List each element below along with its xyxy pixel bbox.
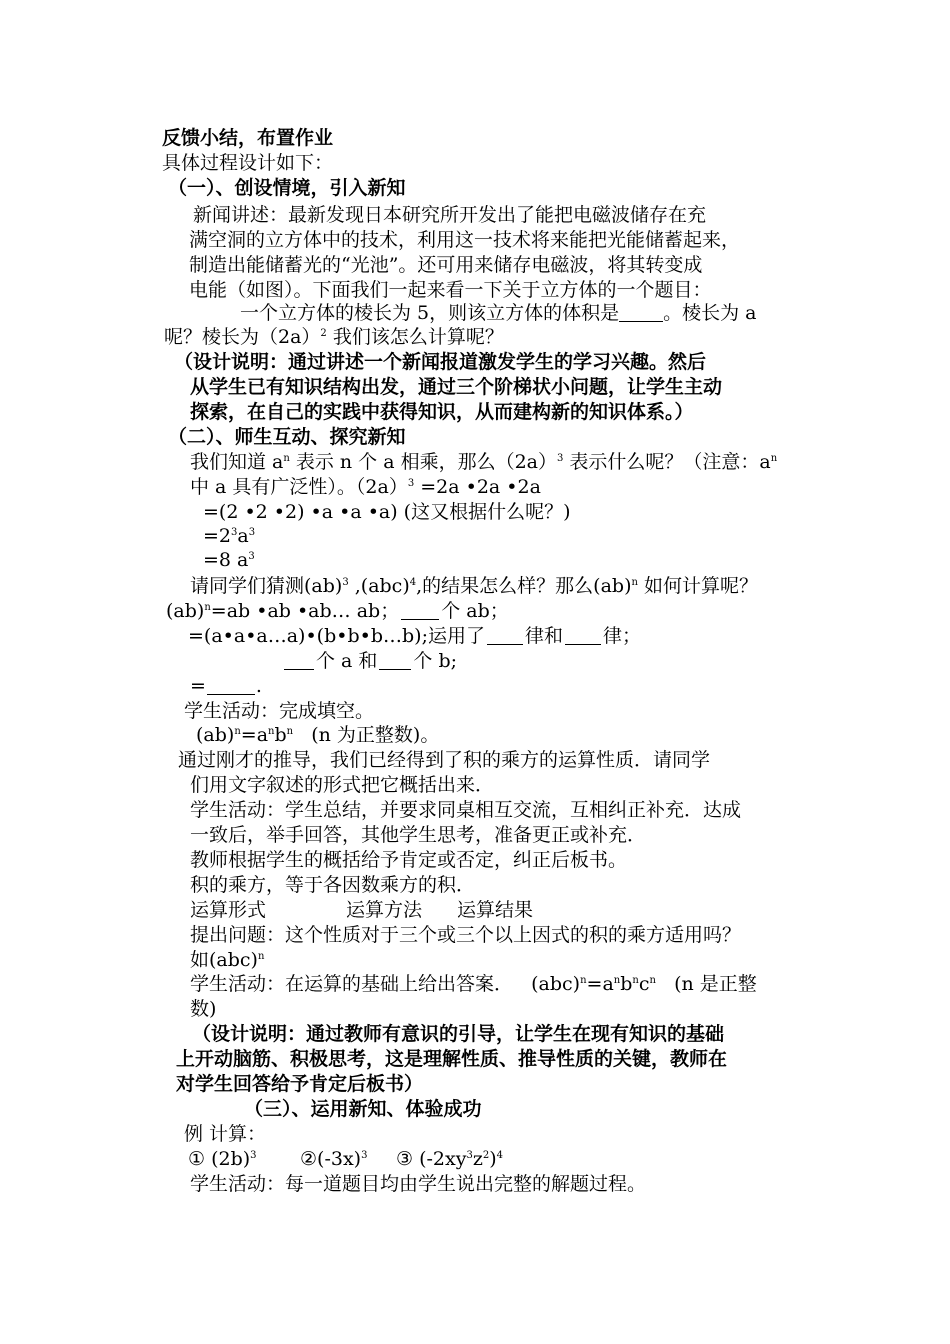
text-segment: ③ (-2xy xyxy=(396,1148,467,1170)
formula-line xyxy=(196,723,439,747)
question-line: 提出问题：这个性质对于三个或三个以上因式的积的乘方适用吗？ xyxy=(190,924,742,946)
text-segment: (n 为正整数)。 xyxy=(293,724,440,746)
superscript: 4 xyxy=(409,577,417,588)
text-segment: z xyxy=(472,1148,483,1170)
superscript: 3 xyxy=(250,1150,257,1161)
superscript: n xyxy=(649,975,656,986)
design-note: 从学生已有知识结构出发，通过三个阶梯状小问题，让学生主动 xyxy=(190,376,723,398)
superscript: 3 xyxy=(231,527,238,538)
text-segment: =2 xyxy=(203,525,232,547)
rule-line: 积的乘方，等于各因数乘方的积． xyxy=(190,874,476,896)
text-segment: b xyxy=(620,973,633,995)
news-line: 新闻讲述：最新发现日本研究所开发出了能把电磁波储存在充 xyxy=(193,204,707,226)
math-line xyxy=(203,548,255,572)
text-line xyxy=(190,574,758,598)
section1-heading: （一）、创设情境，引入新知 xyxy=(168,177,406,199)
table-header: 运算结果 xyxy=(457,899,534,921)
superscript: n xyxy=(268,726,275,737)
student-activity: 学生活动：每一道题目均由学生说出完整的解题过程。 xyxy=(190,1173,647,1195)
superscript: 3 xyxy=(248,527,256,538)
math-line xyxy=(166,599,509,623)
fill-blank[interactable] xyxy=(284,651,314,670)
text-segment: (ab) xyxy=(166,600,205,622)
superscript: 3 xyxy=(248,551,255,562)
superscript: 3 xyxy=(361,1150,368,1161)
cube-question xyxy=(240,301,757,325)
text-segment: 学生活动：在运算的基础上给出答案． (abc) xyxy=(190,973,581,995)
table-header: 运算形式 xyxy=(190,899,267,921)
student-activity: 学生活动：学生总结，并要求同桌相互交流，互相纠正补充．达成 xyxy=(190,799,742,821)
design-note: 对学生回答给予肯定后板书） xyxy=(176,1073,424,1095)
text-segment: a xyxy=(237,525,249,547)
table-header: 运算方法 xyxy=(346,899,423,921)
superscript: n xyxy=(257,951,265,962)
math-line xyxy=(284,649,457,673)
teacher-line: 教师根据学生的概括给予肯定或否定，纠正后板书。 xyxy=(190,849,628,871)
text-segment: =ab •ab •ab… ab； xyxy=(210,600,400,622)
text-segment: ① (2b) xyxy=(188,1148,251,1170)
design-note: （设计说明：通过讲述一个新闻报道激发学生的学习兴趣。然后 xyxy=(174,351,707,373)
text-segment: ,的结果怎么样？那么(ab) xyxy=(416,575,632,597)
section3-heading: （三）、运用新知、体验成功 xyxy=(244,1098,482,1120)
text-segment: 我们该怎么计算呢？ xyxy=(326,326,504,348)
example-line xyxy=(190,948,264,972)
text-segment: 个 ab； xyxy=(441,600,509,622)
math-line: =(2 •2 •2) •a •a •a) (这又根据什么呢？) xyxy=(203,501,571,523)
design-note: 探索，在自己的实践中获得知识，从而建构新的知识体系。） xyxy=(190,401,694,423)
text-segment: =a xyxy=(240,724,269,746)
exercise-2 xyxy=(300,1147,367,1171)
superscript: n xyxy=(283,453,290,464)
superscript: 2 xyxy=(320,328,327,339)
text-segment: 个 b; xyxy=(413,650,458,672)
text-segment: (n 是正整 xyxy=(655,973,757,995)
text-segment: 表示 n 个 a 相乘，那么（2a） xyxy=(289,451,558,473)
student-activity: 数) xyxy=(190,998,217,1020)
text-segment: 律和 xyxy=(524,625,563,647)
paragraph-line: 们用文字叙述的形式把它概括出来． xyxy=(190,774,495,796)
exercise-3 xyxy=(396,1147,503,1171)
news-line: 电能（如图）。下面我们一起来看一下关于立方体的一个题目： xyxy=(189,279,712,301)
text-segment: =(a•a•a…a)•(b•b•b…b);运用了 xyxy=(188,625,485,647)
cube-question-cont xyxy=(164,325,504,349)
text-segment: =8 a xyxy=(203,549,249,571)
text-segment: 中 a 具有广泛性）。（2a） xyxy=(190,476,408,498)
fill-blank[interactable] xyxy=(565,626,601,645)
fill-blank[interactable] xyxy=(379,651,411,670)
text-line xyxy=(190,450,777,474)
intro-line: 具体过程设计如下： xyxy=(162,152,334,174)
text-segment: 请同学们猜测(ab) xyxy=(190,575,343,597)
text-segment: 如(abc) xyxy=(190,949,258,971)
superscript: n xyxy=(632,975,639,986)
news-line: 制造出能储蓄光的“光池”。还可用来储存电磁波，将其转变成 xyxy=(189,254,703,276)
text-segment: =a xyxy=(586,973,614,995)
superscript: n xyxy=(631,577,638,588)
fill-blank[interactable] xyxy=(487,626,523,645)
student-activity xyxy=(190,972,757,996)
section2-heading: （二）、师生互动、探究新知 xyxy=(168,426,406,448)
text-segment: ,(abc) xyxy=(348,575,410,597)
example-label: 例 计算： xyxy=(184,1123,267,1145)
fill-blank[interactable] xyxy=(619,303,663,322)
superscript: 2 xyxy=(482,1150,490,1161)
news-line: 满空洞的立方体中的技术，利用这一技术将来能把光能储蓄起来， xyxy=(189,229,741,251)
superscript: n xyxy=(580,975,587,986)
text-segment: 个 a 和 xyxy=(316,650,378,672)
superscript: n xyxy=(234,726,241,737)
superscript: n xyxy=(770,453,778,464)
fill-blank[interactable] xyxy=(401,601,439,620)
text-segment: 律； xyxy=(602,625,641,647)
paragraph-line: 通过刚才的推导，我们已经得到了积的乘方的运算性质．请同学 xyxy=(178,749,711,771)
superscript: 3 xyxy=(342,577,349,588)
superscript: 3 xyxy=(407,478,415,489)
design-note: 上开动脑筋、积极思考，这是理解性质、推导性质的关键，教师在 xyxy=(176,1048,728,1070)
text-segment: c xyxy=(638,973,650,995)
fill-blank[interactable] xyxy=(207,676,255,695)
math-line xyxy=(190,674,262,698)
text-line xyxy=(190,475,541,499)
superscript: n xyxy=(204,602,211,613)
superscript: n xyxy=(613,975,621,986)
superscript: n xyxy=(286,726,294,737)
text-segment: 如何计算呢？ xyxy=(637,575,758,597)
text-segment: =2a •2a •2a xyxy=(414,476,541,498)
text-segment: 呢？棱长为（2a） xyxy=(164,326,321,348)
exercise-1 xyxy=(188,1147,257,1171)
student-activity: 学生活动：完成填空。 xyxy=(184,700,375,722)
text-segment: . xyxy=(255,675,262,697)
superscript: 3 xyxy=(466,1150,473,1161)
superscript: 3 xyxy=(557,453,564,464)
text-segment: = xyxy=(190,675,206,697)
text-segment: 一个立方体的棱长为 5，则该立方体的体积是 xyxy=(240,302,620,324)
text-segment: ) xyxy=(489,1148,497,1170)
math-line xyxy=(203,524,255,548)
math-line xyxy=(188,624,641,648)
student-activity: 一致后，举手回答，其他学生思考，准备更正或补充． xyxy=(190,824,647,846)
text-segment: b xyxy=(274,724,287,746)
superscript: 4 xyxy=(496,1150,504,1161)
header-line: 反馈小结，布置作业 xyxy=(162,127,334,149)
text-segment: 我们知道 a xyxy=(190,451,284,473)
text-segment: ②(-3x) xyxy=(300,1148,362,1170)
design-note: （设计说明：通过教师有意识的引导，让学生在现有知识的基础 xyxy=(192,1023,725,1045)
text-segment: (ab) xyxy=(196,724,235,746)
text-segment: 。棱长为 a xyxy=(663,302,757,324)
text-segment: 表示什么呢？（注意：a xyxy=(563,451,771,473)
